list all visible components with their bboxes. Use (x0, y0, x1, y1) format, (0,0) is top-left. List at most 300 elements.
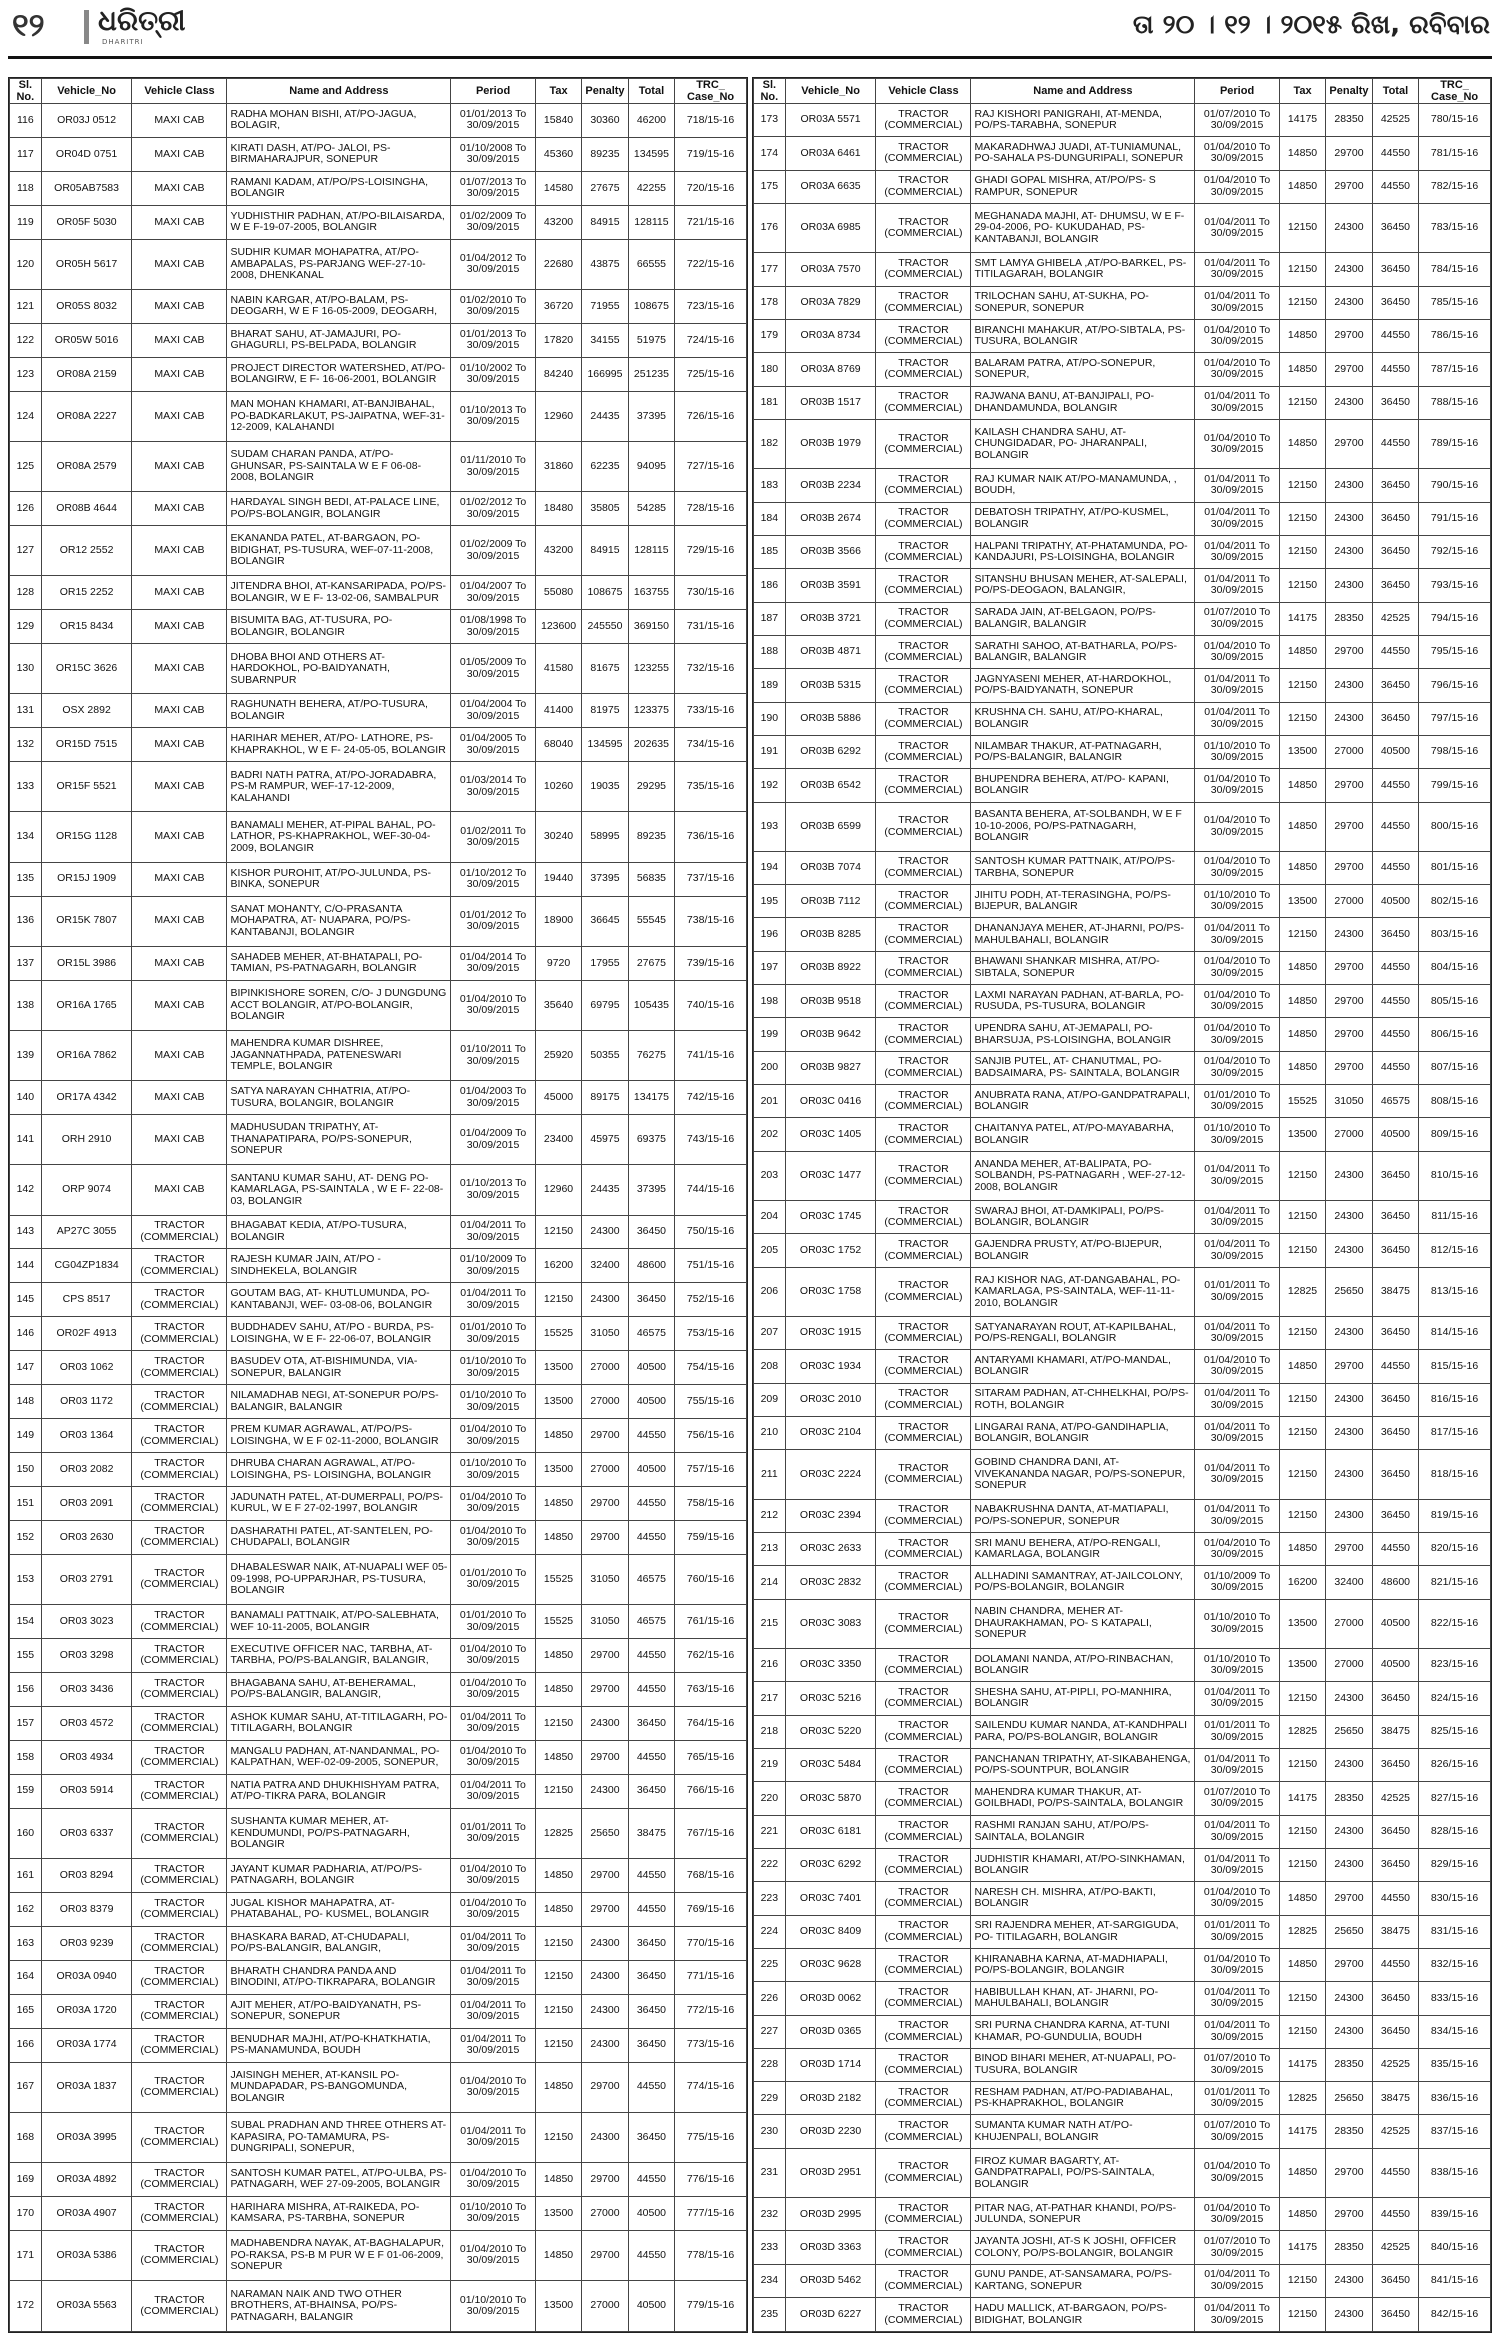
cell-tax: 43200 (535, 526, 581, 576)
header-tax: Tax (535, 79, 581, 104)
cell-trc-case-no: 765/15-16 (675, 1740, 747, 1774)
cell-sl-no: 127 (10, 526, 42, 576)
cell-penalty: 29700 (582, 2162, 628, 2196)
cell-sl-no: 209 (754, 1383, 786, 1416)
cell-vehicle-class: TRACTOR (COMMERCIAL) (132, 1892, 227, 1926)
table-row (754, 2198, 1491, 2231)
cell-trc-case-no: 741/15-16 (675, 1030, 747, 1080)
cell-trc-case-no: 779/15-16 (675, 2281, 747, 2332)
cell-vehicle-class: TRACTOR (COMMERCIAL) (876, 353, 971, 386)
cell-name-address: EKANANDA PATEL, AT-BARGAON, PO-BIDIGHAT, PS-TUSURA, WEF-07-11-2008, BOLANGIR (227, 526, 451, 576)
cell-trc-case-no: 835/15-16 (1419, 2048, 1491, 2081)
cell-trc-case-no: 842/15-16 (1419, 2298, 1491, 2332)
cell-penalty: 24300 (1326, 1815, 1372, 1848)
cell-sl-no: 198 (754, 985, 786, 1018)
header-vehicle-no: Vehicle_No (785, 79, 876, 104)
cell-trc-case-no: 727/15-16 (675, 441, 747, 491)
cell-period: 01/08/1998 To 30/09/2015 (451, 610, 535, 644)
cell-trc-case-no: 790/15-16 (1419, 469, 1491, 502)
table-row (754, 1682, 1491, 1715)
cell-tax: 12960 (535, 391, 581, 441)
cell-period: 01/07/2010 To 30/09/2015 (1195, 2115, 1279, 2148)
table-row (754, 253, 1491, 286)
cell-period: 01/01/2011 To 30/09/2015 (451, 1808, 535, 1858)
cell-sl-no: 196 (754, 918, 786, 951)
cell-vehicle-class: TRACTOR (COMMERCIAL) (876, 1118, 971, 1151)
table-row (754, 535, 1491, 568)
cell-trc-case-no: 763/15-16 (675, 1672, 747, 1706)
cell-trc-case-no: 818/15-16 (1419, 1450, 1491, 1499)
cell-sl-no: 218 (754, 1715, 786, 1748)
cell-sl-no: 211 (754, 1450, 786, 1499)
cell-vehicle-class: TRACTOR (COMMERCIAL) (132, 2162, 227, 2196)
cell-vehicle-class: TRACTOR (COMMERCIAL) (876, 2015, 971, 2048)
cell-tax: 12150 (1279, 2015, 1325, 2048)
table-row (754, 2231, 1491, 2264)
cell-total: 44550 (1372, 802, 1418, 851)
cell-trc-case-no: 760/15-16 (675, 1554, 747, 1604)
cell-period: 01/10/2010 To 30/09/2015 (451, 1351, 535, 1385)
table-row (754, 735, 1491, 768)
cell-total: 38475 (1372, 2082, 1418, 2115)
cell-total: 44550 (1372, 1018, 1418, 1051)
cell-penalty: 29700 (1326, 769, 1372, 802)
cell-name-address: JITENDRA BHOI, AT-KANSARIPADA, PO/PS- BOLANGIR, W E F- 13-02-06, SAMBALPUR (227, 576, 451, 610)
cell-total: 36450 (1372, 569, 1418, 602)
cell-sl-no: 138 (10, 980, 42, 1030)
cell-sl-no: 167 (10, 2062, 42, 2112)
cell-period: 01/04/2011 To 30/09/2015 (1195, 1982, 1279, 2015)
cell-penalty: 29700 (1326, 1018, 1372, 1051)
cell-name-address: NARESH CH. MISHRA, AT/PO-BAKTI, BOLANGIR (971, 1882, 1195, 1915)
cell-period: 01/01/2011 To 30/09/2015 (1195, 1915, 1279, 1948)
cell-trc-case-no: 813/15-16 (1419, 1267, 1491, 1316)
cell-period: 01/01/2013 To 30/09/2015 (451, 104, 535, 138)
cell-vehicle-class: MAXI CAB (132, 104, 227, 138)
cell-name-address: DHOBA BHOI AND OTHERS AT-HARDOKHOL, PO-BAIDYANATH, SUBARNPUR (227, 644, 451, 694)
cell-vehicle-class: MAXI CAB (132, 694, 227, 728)
cell-sl-no: 192 (754, 769, 786, 802)
cell-total: 44550 (1372, 1051, 1418, 1084)
cell-vehicle-no: OR03 9239 (41, 1926, 132, 1960)
cell-sl-no: 121 (10, 289, 42, 323)
cell-sl-no: 149 (10, 1419, 42, 1453)
cell-period: 01/01/2010 To 30/09/2015 (451, 1554, 535, 1604)
cell-vehicle-class: TRACTOR (COMMERCIAL) (876, 851, 971, 884)
cell-penalty: 81675 (582, 644, 628, 694)
cell-trc-case-no: 827/15-16 (1419, 1782, 1491, 1815)
cell-name-address: PROJECT DIRECTOR WATERSHED, AT/PO- BOLANGIRW, E F- 16-06-2001, BOLANGIR (227, 357, 451, 391)
cell-tax: 15525 (535, 1605, 581, 1639)
cell-vehicle-no: OR15D 7515 (41, 728, 132, 762)
table-row (754, 1201, 1491, 1234)
cell-period: 01/04/2005 To 30/09/2015 (451, 728, 535, 762)
cell-name-address: BANAMALI MEHER, AT-PIPAL BAHAL, PO-LATHOR, PS-KHAPRAKHOL, WEF-30-04-2009, BOLANGIR (227, 812, 451, 862)
cell-total: 36450 (1372, 702, 1418, 735)
cell-tax: 13500 (1279, 1118, 1325, 1151)
cell-total: 36450 (1372, 2298, 1418, 2332)
cell-trc-case-no: 823/15-16 (1419, 1648, 1491, 1681)
cell-sl-no: 232 (754, 2198, 786, 2231)
cell-total: 44550 (1372, 419, 1418, 468)
cell-total: 44550 (1372, 1948, 1418, 1981)
cell-vehicle-no: OR15K 7807 (41, 896, 132, 946)
table-header-row (754, 79, 1491, 104)
cell-vehicle-class: TRACTOR (COMMERCIAL) (876, 1748, 971, 1781)
cell-vehicle-class: TRACTOR (COMMERCIAL) (132, 1385, 227, 1419)
cell-trc-case-no: 801/15-16 (1419, 851, 1491, 884)
cell-sl-no: 202 (754, 1118, 786, 1151)
cell-vehicle-class: MAXI CAB (132, 980, 227, 1030)
cell-tax: 45000 (535, 1081, 581, 1115)
cell-trc-case-no: 812/15-16 (1419, 1234, 1491, 1267)
cell-name-address: GAJENDRA PRUSTY, AT/PO-BIJEPUR, BOLANGIR (971, 1234, 1195, 1267)
cell-total: 38475 (1372, 1915, 1418, 1948)
table-row (754, 1416, 1491, 1449)
cell-period: 01/04/2011 To 30/09/2015 (1195, 918, 1279, 951)
cell-total: 36450 (628, 1283, 674, 1317)
cell-period: 01/01/2012 To 30/09/2015 (451, 896, 535, 946)
table-row (754, 985, 1491, 1018)
table-row (10, 728, 747, 762)
cell-vehicle-class: TRACTOR (COMMERCIAL) (132, 1249, 227, 1283)
header-period: Period (1195, 79, 1279, 104)
table-row (754, 2048, 1491, 2081)
cell-sl-no: 235 (754, 2298, 786, 2332)
cell-vehicle-class: TRACTOR (COMMERCIAL) (876, 535, 971, 568)
cell-name-address: HARIHAR MEHER, AT/PO- LATHORE, PS- KHAPRAKHOL, W E F- 24-05-05, BOLANGIR (227, 728, 451, 762)
cell-period: 01/10/2010 To 30/09/2015 (451, 2196, 535, 2230)
cell-period: 01/04/2010 To 30/09/2015 (1195, 985, 1279, 1018)
cell-tax: 12150 (1279, 1848, 1325, 1881)
cell-vehicle-class: TRACTOR (COMMERCIAL) (876, 1915, 971, 1948)
cell-penalty: 29700 (582, 1487, 628, 1521)
cell-total: 202635 (628, 728, 674, 762)
cell-vehicle-no: OR15F 5521 (41, 762, 132, 812)
cell-trc-case-no: 733/15-16 (675, 694, 747, 728)
table-row (754, 203, 1491, 252)
cell-vehicle-no: OSX 2892 (41, 694, 132, 728)
cell-tax: 13500 (1279, 1648, 1325, 1681)
cell-name-address: NABIN CHANDRA, MEHER AT-DHAURAKHAMAN, PO- S KATAPALI, SONEPUR (971, 1599, 1195, 1648)
cell-trc-case-no: 769/15-16 (675, 1892, 747, 1926)
cell-period: 01/04/2003 To 30/09/2015 (451, 1081, 535, 1115)
header-total: Total (628, 79, 674, 104)
cell-name-address: BHARATH CHANDRA PANDA AND BINODINI, AT/PO-TIKRAPARA, BOLANGIR (227, 1960, 451, 1994)
cell-trc-case-no: 767/15-16 (675, 1808, 747, 1858)
cell-vehicle-class: TRACTOR (COMMERCIAL) (876, 1982, 971, 2015)
cell-vehicle-no: OR03C 5870 (785, 1782, 876, 1815)
cell-total: 44550 (628, 1639, 674, 1673)
cell-penalty: 24300 (1326, 1848, 1372, 1881)
cell-sl-no: 177 (754, 253, 786, 286)
cell-tax: 12150 (1279, 502, 1325, 535)
cell-vehicle-no: OR05F 5030 (41, 205, 132, 239)
cell-tax: 15525 (535, 1554, 581, 1604)
cell-tax: 15840 (535, 104, 581, 138)
cell-sl-no: 153 (10, 1554, 42, 1604)
cell-period: 01/04/2011 To 30/09/2015 (1195, 1383, 1279, 1416)
cell-name-address: SARADA JAIN, AT-BELGAON, PO/PS-BALANGIR, BALANGIR (971, 602, 1195, 635)
cell-vehicle-no: OR03C 8409 (785, 1915, 876, 1948)
cell-trc-case-no: 809/15-16 (1419, 1118, 1491, 1151)
cell-sl-no: 188 (754, 635, 786, 668)
cell-name-address: SARATHI SAHOO, AT-BATHARLA, PO/PS-BALANGIR, BALANGIR (971, 635, 1195, 668)
cell-vehicle-class: TRACTOR (COMMERCIAL) (132, 1639, 227, 1673)
cell-trc-case-no: 775/15-16 (675, 2112, 747, 2162)
cell-vehicle-no: OR16A 7862 (41, 1030, 132, 1080)
cell-trc-case-no: 783/15-16 (1419, 203, 1491, 252)
cell-vehicle-no: OR03A 7829 (785, 286, 876, 319)
cell-vehicle-no: OR03C 2633 (785, 1532, 876, 1565)
cell-vehicle-class: TRACTOR (COMMERCIAL) (876, 137, 971, 170)
cell-trc-case-no: 824/15-16 (1419, 1682, 1491, 1715)
cell-total: 48600 (628, 1249, 674, 1283)
cell-total: 36450 (1372, 1416, 1418, 1449)
cell-name-address: JAGNYASENI MEHER, AT-HARDOKHOL, PO/PS-BAIDYANATH, SONEPUR (971, 669, 1195, 702)
cell-period: 01/04/2010 To 30/09/2015 (1195, 769, 1279, 802)
cell-total: 44550 (628, 2162, 674, 2196)
cell-period: 01/10/2010 To 30/09/2015 (1195, 1648, 1279, 1681)
cell-vehicle-no: OR03B 9518 (785, 985, 876, 1018)
cell-name-address: BISUMITA BAG, AT-TUSURA, PO-BOLANGIR, BOLANGIR (227, 610, 451, 644)
cell-total: 44550 (1372, 137, 1418, 170)
cell-penalty: 25650 (1326, 1267, 1372, 1316)
cell-vehicle-class: TRACTOR (COMMERCIAL) (876, 1948, 971, 1981)
cell-name-address: FIROZ KUMAR BAGARTY, AT-GANDPATRAPALI, PO/PS-SAINTALA, BOLANGIR (971, 2148, 1195, 2197)
cell-name-address: RADHA MOHAN BISHI, AT/PO-JAGUA, BOLAGIR, (227, 104, 451, 138)
cell-trc-case-no: 806/15-16 (1419, 1018, 1491, 1051)
cell-vehicle-no: OR03C 5484 (785, 1748, 876, 1781)
cell-vehicle-no: OR03C 1745 (785, 1201, 876, 1234)
cell-tax: 35640 (535, 980, 581, 1030)
cell-period: 01/04/2011 To 30/09/2015 (1195, 386, 1279, 419)
cell-vehicle-class: TRACTOR (COMMERCIAL) (132, 1774, 227, 1808)
cell-vehicle-no: OR03C 3350 (785, 1648, 876, 1681)
cell-vehicle-class: MAXI CAB (132, 812, 227, 862)
table-row (10, 104, 747, 138)
cell-vehicle-no: OR03B 7112 (785, 885, 876, 918)
cell-name-address: MADHABENDRA NAYAK, AT-BAGHALAPUR, PO-RAKSA, PS-B M PUR W E F 01-06-2009, SONEPUR (227, 2230, 451, 2280)
cell-tax: 12150 (1279, 1748, 1325, 1781)
cell-vehicle-no: OR03B 9642 (785, 1018, 876, 1051)
table-row (10, 492, 747, 526)
cell-vehicle-class: MAXI CAB (132, 576, 227, 610)
cell-trc-case-no: 764/15-16 (675, 1706, 747, 1740)
cell-tax: 14850 (1279, 170, 1325, 203)
cell-sl-no: 143 (10, 1215, 42, 1249)
cell-total: 48600 (1372, 1566, 1418, 1599)
table-row (10, 2230, 747, 2280)
cell-trc-case-no: 738/15-16 (675, 896, 747, 946)
table-row (10, 1706, 747, 1740)
cell-name-address: NILAMADHAB NEGI, AT-SONEPUR PO/PS-BALANGIR, BALANGIR (227, 1385, 451, 1419)
cell-period: 01/04/2010 To 30/09/2015 (1195, 2148, 1279, 2197)
cell-period: 01/07/2010 To 30/09/2015 (1195, 602, 1279, 635)
cell-trc-case-no: 778/15-16 (675, 2230, 747, 2280)
cell-penalty: 27000 (582, 2281, 628, 2332)
cell-vehicle-no: OR03C 2224 (785, 1450, 876, 1499)
cell-vehicle-no: OR03B 6292 (785, 735, 876, 768)
cell-vehicle-class: MAXI CAB (132, 644, 227, 694)
cell-tax: 12150 (1279, 203, 1325, 252)
cell-name-address: HABIBULLAH KHAN, AT- JHARNI, PO-MAHULBAHALI, BOLANGIR (971, 1982, 1195, 2015)
cell-sl-no: 215 (754, 1599, 786, 1648)
cell-vehicle-no: OR03A 1774 (41, 2028, 132, 2062)
cell-name-address: SAHADEB MEHER, AT-BHATAPALI, PO-TAMIAN, PS-PATNAGARH, BOLANGIR (227, 946, 451, 980)
cell-total: 123375 (628, 694, 674, 728)
cell-name-address: NILAMBAR THAKUR, AT-PATNAGARH, PO/PS-BALANGIR, BALANGIR (971, 735, 1195, 768)
cell-vehicle-no: OR15L 3986 (41, 946, 132, 980)
cell-vehicle-class: TRACTOR (COMMERCIAL) (876, 203, 971, 252)
cell-tax: 55080 (535, 576, 581, 610)
cell-trc-case-no: 822/15-16 (1419, 1599, 1491, 1648)
table-row (754, 1118, 1491, 1151)
cell-trc-case-no: 831/15-16 (1419, 1915, 1491, 1948)
cell-sl-no: 195 (754, 885, 786, 918)
cell-trc-case-no: 744/15-16 (675, 1165, 747, 1215)
cell-vehicle-class: MAXI CAB (132, 862, 227, 896)
cell-vehicle-no: OR03A 5386 (41, 2230, 132, 2280)
cell-period: 01/04/2011 To 30/09/2015 (1195, 1317, 1279, 1350)
cell-trc-case-no: 721/15-16 (675, 205, 747, 239)
cell-total: 55545 (628, 896, 674, 946)
cell-vehicle-no: OR03C 1405 (785, 1118, 876, 1151)
cell-tax: 14850 (535, 2162, 581, 2196)
cell-trc-case-no: 819/15-16 (1419, 1499, 1491, 1532)
cell-tax: 12150 (1279, 469, 1325, 502)
cell-penalty: 29700 (1326, 2198, 1372, 2231)
table-row (754, 1982, 1491, 2015)
cell-period: 01/04/2011 To 30/09/2015 (1195, 1815, 1279, 1848)
cell-sl-no: 183 (754, 469, 786, 502)
cell-vehicle-class: TRACTOR (COMMERCIAL) (132, 1672, 227, 1706)
cell-trc-case-no: 814/15-16 (1419, 1317, 1491, 1350)
cell-sl-no: 190 (754, 702, 786, 735)
cell-tax: 14850 (535, 1858, 581, 1892)
table-row (10, 1960, 747, 1994)
cell-sl-no: 131 (10, 694, 42, 728)
cell-total: 36450 (628, 1215, 674, 1249)
cell-vehicle-no: OR03C 1934 (785, 1350, 876, 1383)
cell-trc-case-no: 804/15-16 (1419, 951, 1491, 984)
cell-penalty: 24300 (582, 1960, 628, 1994)
cell-period: 01/10/2010 To 30/09/2015 (451, 2281, 535, 2332)
cell-vehicle-class: TRACTOR (COMMERCIAL) (876, 2148, 971, 2197)
cell-period: 01/04/2010 To 30/09/2015 (1195, 951, 1279, 984)
cell-trc-case-no: 731/15-16 (675, 610, 747, 644)
cell-total: 36450 (628, 2028, 674, 2062)
cell-sl-no: 130 (10, 644, 42, 694)
cell-trc-case-no: 840/15-16 (1419, 2231, 1491, 2264)
cell-name-address: BADRI NATH PATRA, AT/PO-JORADABRA, PS-M RAMPUR, WEF-17-12-2009, KALAHANDI (227, 762, 451, 812)
cell-penalty: 29700 (1326, 802, 1372, 851)
cell-sl-no: 156 (10, 1672, 42, 1706)
cell-vehicle-no: OR03 2082 (41, 1453, 132, 1487)
cell-name-address: DHABALESWAR NAIK, AT-NUAPALI WEF 05-09-1998, PO-UPPARJHAR, PS-TUSURA, BOLANGIR (227, 1554, 451, 1604)
cell-sl-no: 203 (754, 1151, 786, 1200)
cell-trc-case-no: 777/15-16 (675, 2196, 747, 2230)
cell-total: 51975 (628, 323, 674, 357)
cell-tax: 12150 (535, 2028, 581, 2062)
cell-vehicle-class: TRACTOR (COMMERCIAL) (876, 1599, 971, 1648)
cell-tax: 12150 (1279, 535, 1325, 568)
notice-table-left (8, 77, 748, 2333)
table-row (754, 635, 1491, 668)
cell-period: 01/04/2010 To 30/09/2015 (451, 2230, 535, 2280)
cell-penalty: 24300 (1326, 669, 1372, 702)
cell-sl-no: 172 (10, 2281, 42, 2332)
header-tax: Tax (1279, 79, 1325, 104)
cell-penalty: 29700 (1326, 985, 1372, 1018)
cell-penalty: 24300 (1326, 1151, 1372, 1200)
cell-tax: 13500 (535, 1351, 581, 1385)
cell-penalty: 27000 (582, 2196, 628, 2230)
cell-vehicle-no: OR15G 1128 (41, 812, 132, 862)
cell-total: 36450 (628, 2112, 674, 2162)
table-row (754, 569, 1491, 602)
cell-name-address: BASUDEV OTA, AT-BISHIMUNDA, VIA-SONEPUR, BALANGIR (227, 1351, 451, 1385)
cell-name-address: BUDDHADEV SAHU, AT/PO - BURDA, PS- LOISINGHA, W E F- 22-06-07, BOLANGIR (227, 1317, 451, 1351)
cell-sl-no: 234 (754, 2264, 786, 2297)
table-row (10, 1639, 747, 1673)
cell-sl-no: 148 (10, 1385, 42, 1419)
cell-sl-no: 210 (754, 1416, 786, 1449)
cell-sl-no: 150 (10, 1453, 42, 1487)
cell-trc-case-no: 799/15-16 (1419, 769, 1491, 802)
cell-tax: 31860 (535, 441, 581, 491)
cell-vehicle-no: OR03A 1720 (41, 1994, 132, 2028)
cell-penalty: 30360 (582, 104, 628, 138)
cell-name-address: BINOD BIHARI MEHER, AT-NUAPALI, PO-TUSURA, BOLANGIR (971, 2048, 1195, 2081)
cell-penalty: 28350 (1326, 602, 1372, 635)
cell-name-address: RAMANI KADAM, AT/PO/PS-LOISINGHA, BOLANGIR (227, 171, 451, 205)
cell-vehicle-no: OR03C 1752 (785, 1234, 876, 1267)
cell-name-address: SITARAM PADHAN, AT-CHHELKHAI, PO/PS-ROTH, BOLANGIR (971, 1383, 1195, 1416)
page-number: ୧୨ (12, 6, 45, 44)
cell-period: 01/07/2010 To 30/09/2015 (1195, 104, 1279, 137)
cell-sl-no: 163 (10, 1926, 42, 1960)
cell-period: 01/04/2011 To 30/09/2015 (451, 1774, 535, 1808)
cell-trc-case-no: 816/15-16 (1419, 1383, 1491, 1416)
cell-name-address: KIRATI DASH, AT/PO- JALOI, PS-BIRMAHARAJPUR, SONEPUR (227, 137, 451, 171)
cell-vehicle-no: OR03C 2832 (785, 1566, 876, 1599)
cell-total: 42525 (1372, 2048, 1418, 2081)
cell-sl-no: 200 (754, 1051, 786, 1084)
cell-trc-case-no: 825/15-16 (1419, 1715, 1491, 1748)
cell-name-address: ANANDA MEHER, AT-BALIPATA, PO-SOLBANDH, PS-PATNAGARH , WEF-27-12-2008, BOLANGIR (971, 1151, 1195, 1200)
cell-trc-case-no: 828/15-16 (1419, 1815, 1491, 1848)
cell-tax: 14850 (1279, 951, 1325, 984)
cell-sl-no: 185 (754, 535, 786, 568)
table-row (754, 1085, 1491, 1118)
cell-name-address: NABIN KARGAR, AT/PO-BALAM, PS-DEOGARH, W E F 16-05-2009, DEOGARH, (227, 289, 451, 323)
cell-name-address: RAJESH KUMAR JAIN, AT/PO - SINDHEKELA, BOLANGIR (227, 1249, 451, 1283)
cell-vehicle-no: ORP 9074 (41, 1165, 132, 1215)
cell-name-address: KAILASH CHANDRA SAHU, AT-CHUNGIDADAR, PO- JHARANPALI, BOLANGIR (971, 419, 1195, 468)
cell-name-address: SHESHA SAHU, AT-PIPLI, PO-MANHIRA, BOLANGIR (971, 1682, 1195, 1715)
cell-vehicle-class: TRACTOR (COMMERCIAL) (132, 1453, 227, 1487)
cell-tax: 16200 (1279, 1566, 1325, 1599)
cell-trc-case-no: 728/15-16 (675, 492, 747, 526)
table-row (754, 1748, 1491, 1781)
cell-period: 01/04/2011 To 30/09/2015 (1195, 702, 1279, 735)
cell-vehicle-no: OR03B 1517 (785, 386, 876, 419)
cell-vehicle-no: OR03B 3591 (785, 569, 876, 602)
table-row (754, 1267, 1491, 1316)
cell-sl-no: 233 (754, 2231, 786, 2264)
cell-name-address: HADU MALLICK, AT-BARGAON, PO/PS-BIDIGHAT, BOLANGIR (971, 2298, 1195, 2332)
